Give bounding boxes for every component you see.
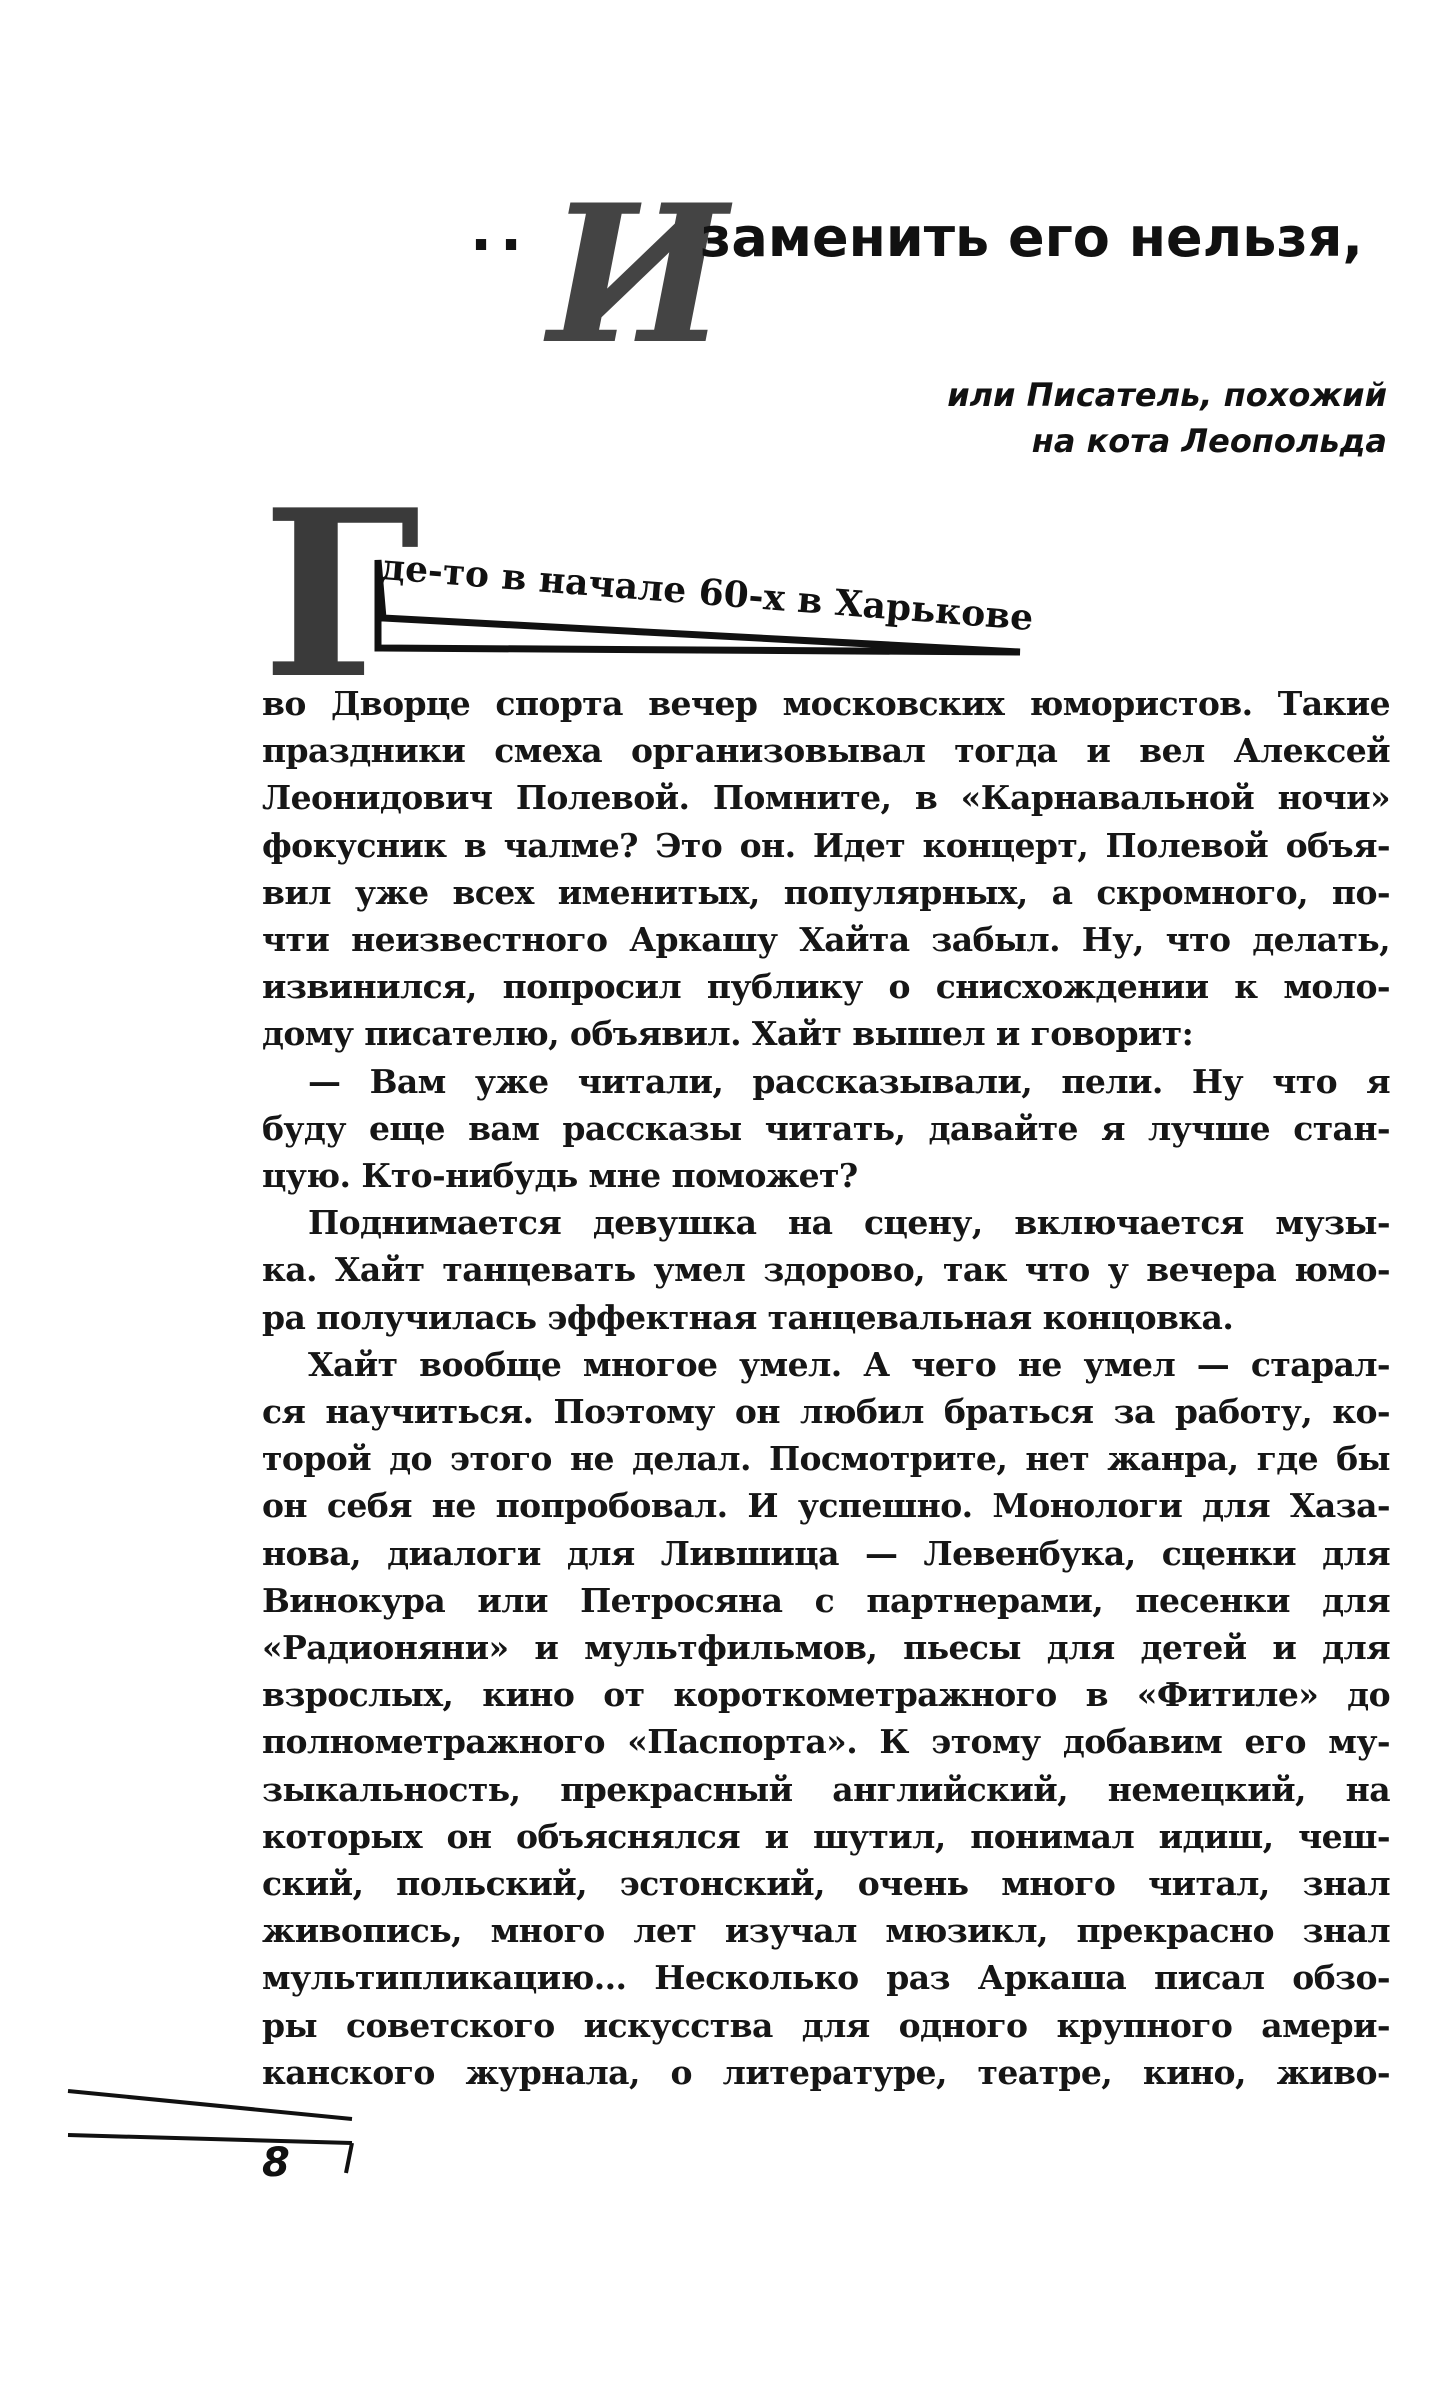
text-line: извинился, попросил публику о снисхождении к моло- [262, 967, 1390, 1007]
text-line: полнометражного «Паспорта». К этому добавим его му- [262, 1722, 1390, 1762]
text-line: фокусник в чалме? Это он. Идет концерт, Полевой объя- [262, 825, 1390, 865]
text-line: он себя не попробовал. И успешно. Монологи для Хаза- [262, 1486, 1390, 1526]
text-line: взрослых, кино от короткометражного в «Фитиле» до [262, 1675, 1390, 1715]
text-line: цую. Кто-нибудь мне поможет? [262, 1156, 858, 1196]
text-line: зыкальность, прекрасный английский, немецкий, на [262, 1769, 1390, 1809]
text-line: канского журнала, о литературе, театре, кино, живо- [262, 2052, 1390, 2092]
text-line: чти неизвестного Аркашу Хайта забыл. Ну, что делать, [262, 920, 1390, 960]
text-line: во Дворце спорта вечер московских юмористов. Такие [262, 684, 1390, 723]
text-line: ка. Хайт танцевать умел здорово, так что у вечера юмо- [262, 1250, 1390, 1290]
text-line: ский, польский, эстонский, очень много читал, знал [262, 1864, 1390, 1904]
text-line: мультипликацию... Несколько раз Аркаша писал обзо- [262, 1958, 1390, 1998]
paragraph-dropcap: Г [262, 460, 421, 730]
text-line: праздники смеха организовывал тогда и вел Алексей [262, 731, 1390, 771]
text-line: — Вам уже читали, рассказывали, пели. Ну что я [308, 1061, 1390, 1101]
text-line: Винокура или Петросяна с партнерами, песенки для [262, 1580, 1390, 1620]
text-line: которых он объяснялся и шутил, понимал идиш, чеш- [262, 1816, 1390, 1856]
text-line: «Радионяни» и мультфильмов, пьесы для детей и для [262, 1628, 1390, 1668]
text-line: Леонидович Полевой. Помните, в «Карнавальной ночи» [262, 778, 1390, 818]
text-line: вил уже всех именитых, популярных, а скромного, по- [262, 872, 1390, 912]
subtitle-line: или Писатель, похожий [947, 376, 1387, 414]
subtitle-line: на кота Леопольда [1031, 422, 1387, 460]
text-line: буду еще вам рассказы читать, давайте я лучше стан- [262, 1108, 1390, 1148]
chapter-subtitle [787, 372, 1387, 464]
text-line: ра получилась эффектная танцевальная концовка. [262, 1297, 1234, 1337]
chapter-title: заменить его нельзя, [700, 206, 1363, 269]
text-line: дому писателю, объявил. Хайт вышел и говорит: [262, 1014, 1194, 1054]
title-dropcap: И [548, 163, 728, 386]
page-number: 8 [262, 2140, 290, 2186]
text-line: нова, диалоги для Лившица — Левенбука, сценки для [262, 1533, 1390, 1573]
lead-text: де-то в начале 60-х в Харькове [379, 546, 1035, 640]
text-line: Хайт вообще многое умел. А чего не умел — старал- [308, 1344, 1390, 1384]
text-line: живопись, много лет изучал мюзикл, прекрасно знал [262, 1911, 1390, 1951]
text-line: ся научиться. Поэтому он любил браться за работу, ко- [262, 1392, 1390, 1432]
title-ellipsis: .. [470, 196, 531, 264]
text-line: ры советского искусства для одного крупного амери- [262, 2005, 1390, 2045]
body-text [262, 680, 1390, 2096]
page-number-ornament [60, 2085, 360, 2175]
text-line: Поднимается девушка на сцену, включается музы- [308, 1203, 1390, 1243]
text-line: торой до этого не делал. Посмотрите, нет жанра, где бы [262, 1439, 1390, 1479]
